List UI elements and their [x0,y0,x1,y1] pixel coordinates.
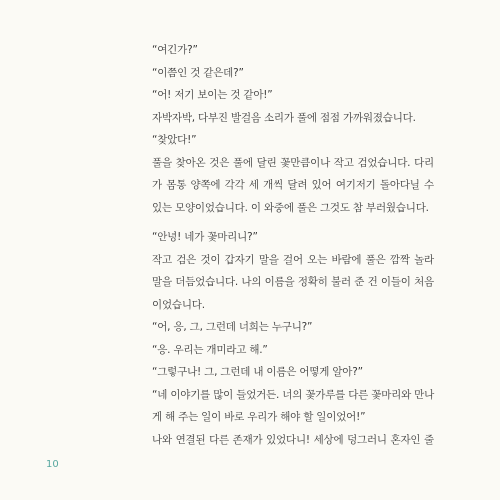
text-line: 말을 더듬었습니다. 나의 이름을 정확히 불러 준 건 이들이 처음 [152,276,434,288]
text-line: “이쯤인 것 같은데?” [152,66,244,79]
text-line: 있는 모양이었습니다. 이 와중에 풀은 그것도 참 부러웠습니다. [152,201,429,214]
text-line: “찾았다!” [152,134,197,146]
text-line: “응. 우리는 개미라고 해.” [152,343,268,356]
text-line: 게 해 주는 일이 바로 우리가 해야 할 일이었어!” [152,411,366,423]
text-line: 가 몸통 양쪽에 각각 세 개씩 달려 있어 여기저기 돌아다닐 수 [152,179,434,191]
text-line: 풀을 찾아온 것은 풀에 달린 꽃만큼이나 작고 검었습니다. 다리 [152,156,434,169]
text-line: “여긴가?” [152,44,198,56]
text-line: “어! 저기 보이는 것 같아!” [152,89,273,101]
page-number: 10 [46,459,59,470]
text-line: 작고 검은 것이 갑자기 말을 걸어 오는 바람에 풀은 깜짝 놀라 [152,253,434,266]
text-line: “안녕! 네가 꽃마리니?” [152,231,258,243]
text-line: “그렇구나! 그, 그런데 내 이름은 어떻게 알아?” [152,366,363,378]
paragraph-block-1 [152,39,434,219]
text-line: “네 이야기를 많이 들었거든. 너의 꽃가루를 다른 꽃마리와 만나 [152,388,435,401]
text-line: “어, 응, 그, 그런데 너희는 누구니?” [152,321,313,333]
text-line: 이었습니다. [152,298,205,311]
text-line: 자박자박, 다부진 발걸음 소리가 풀에 점점 가까워졌습니다. [152,111,416,124]
paragraph-block-2 [152,226,434,451]
text-line: 나와 연결된 다른 존재가 있었다니! 세상에 덩그러니 혼자인 줄 [152,433,434,446]
